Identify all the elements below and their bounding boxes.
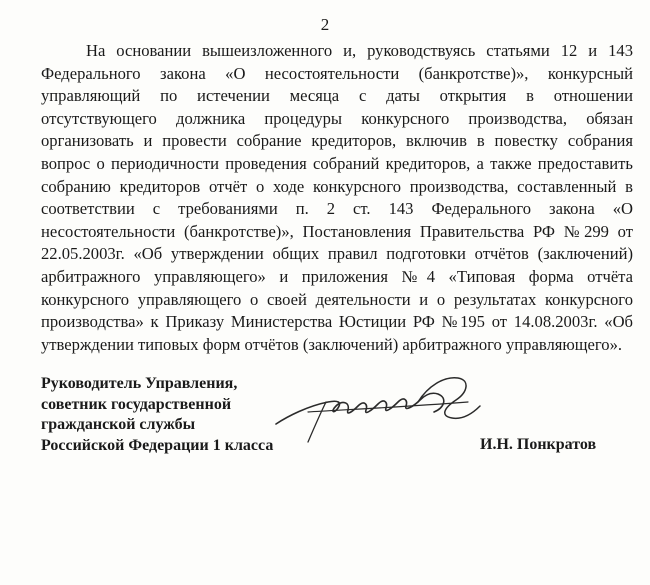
- paragraph-line: арбитражного управляющего» и приложения №4 «Типовая форма отчёта: [41, 266, 633, 286]
- paragraph-line: соответствии с требованиями п. 2 ст. 143 Федерального закона «О: [41, 199, 633, 219]
- paragraph-line: организовать и провести собрание кредиторов, включив в повестку собрания: [41, 131, 633, 151]
- paragraph-line: несостоятельности (банкротстве)», Постановления Правительства РФ №299 от: [41, 221, 633, 241]
- body-paragraph: [41, 40, 633, 356]
- signatory-title-line: Российской Федерации 1 класса: [41, 436, 274, 454]
- signatory-title: [41, 374, 273, 456]
- paragraph-line: производства» к Приказу Министерства Юстиции РФ №195 от 14.08.2003г. «Об: [41, 312, 633, 332]
- paragraph-line: 22.05.2003г. «Об утверждении общих правил подготовки отчётов (заключений): [41, 244, 633, 264]
- paragraph-line: вопрос о периодичности проведения собраний кредиторов, а также предоставить: [41, 153, 633, 173]
- paragraph-line: отсутствующего должника процедуры конкурсного производства, обязан: [41, 108, 633, 128]
- page-number: 2: [320, 15, 330, 34]
- paragraph-line: утверждении типовых форм отчётов (заключений) арбитражного управляющего».: [41, 334, 623, 354]
- paragraph-line: Федерального закона «О несостоятельности (банкротстве)», конкурсный: [41, 63, 633, 83]
- signer-name: И.Н. Понкратов: [480, 436, 597, 453]
- handwritten-signature: [268, 372, 498, 452]
- signatory-title-line: советник государственной: [41, 395, 232, 413]
- paragraph-line: конкурсного управляющего о своей деятельности и о результатах конкурсного: [41, 289, 633, 309]
- paragraph-line: собранию кредиторов отчёт о ходе конкурсного производства, составленный в: [41, 176, 633, 196]
- signatory-title-line: гражданской службы: [41, 416, 196, 433]
- paragraph-line: управляющий по истечении месяца с даты открытия в отношении: [41, 86, 633, 106]
- signatory-title-line: Руководитель Управления,: [41, 375, 238, 392]
- paragraph-line: На основании вышеизложенного и, руководствуясь статьями 12 и 143: [86, 41, 633, 60]
